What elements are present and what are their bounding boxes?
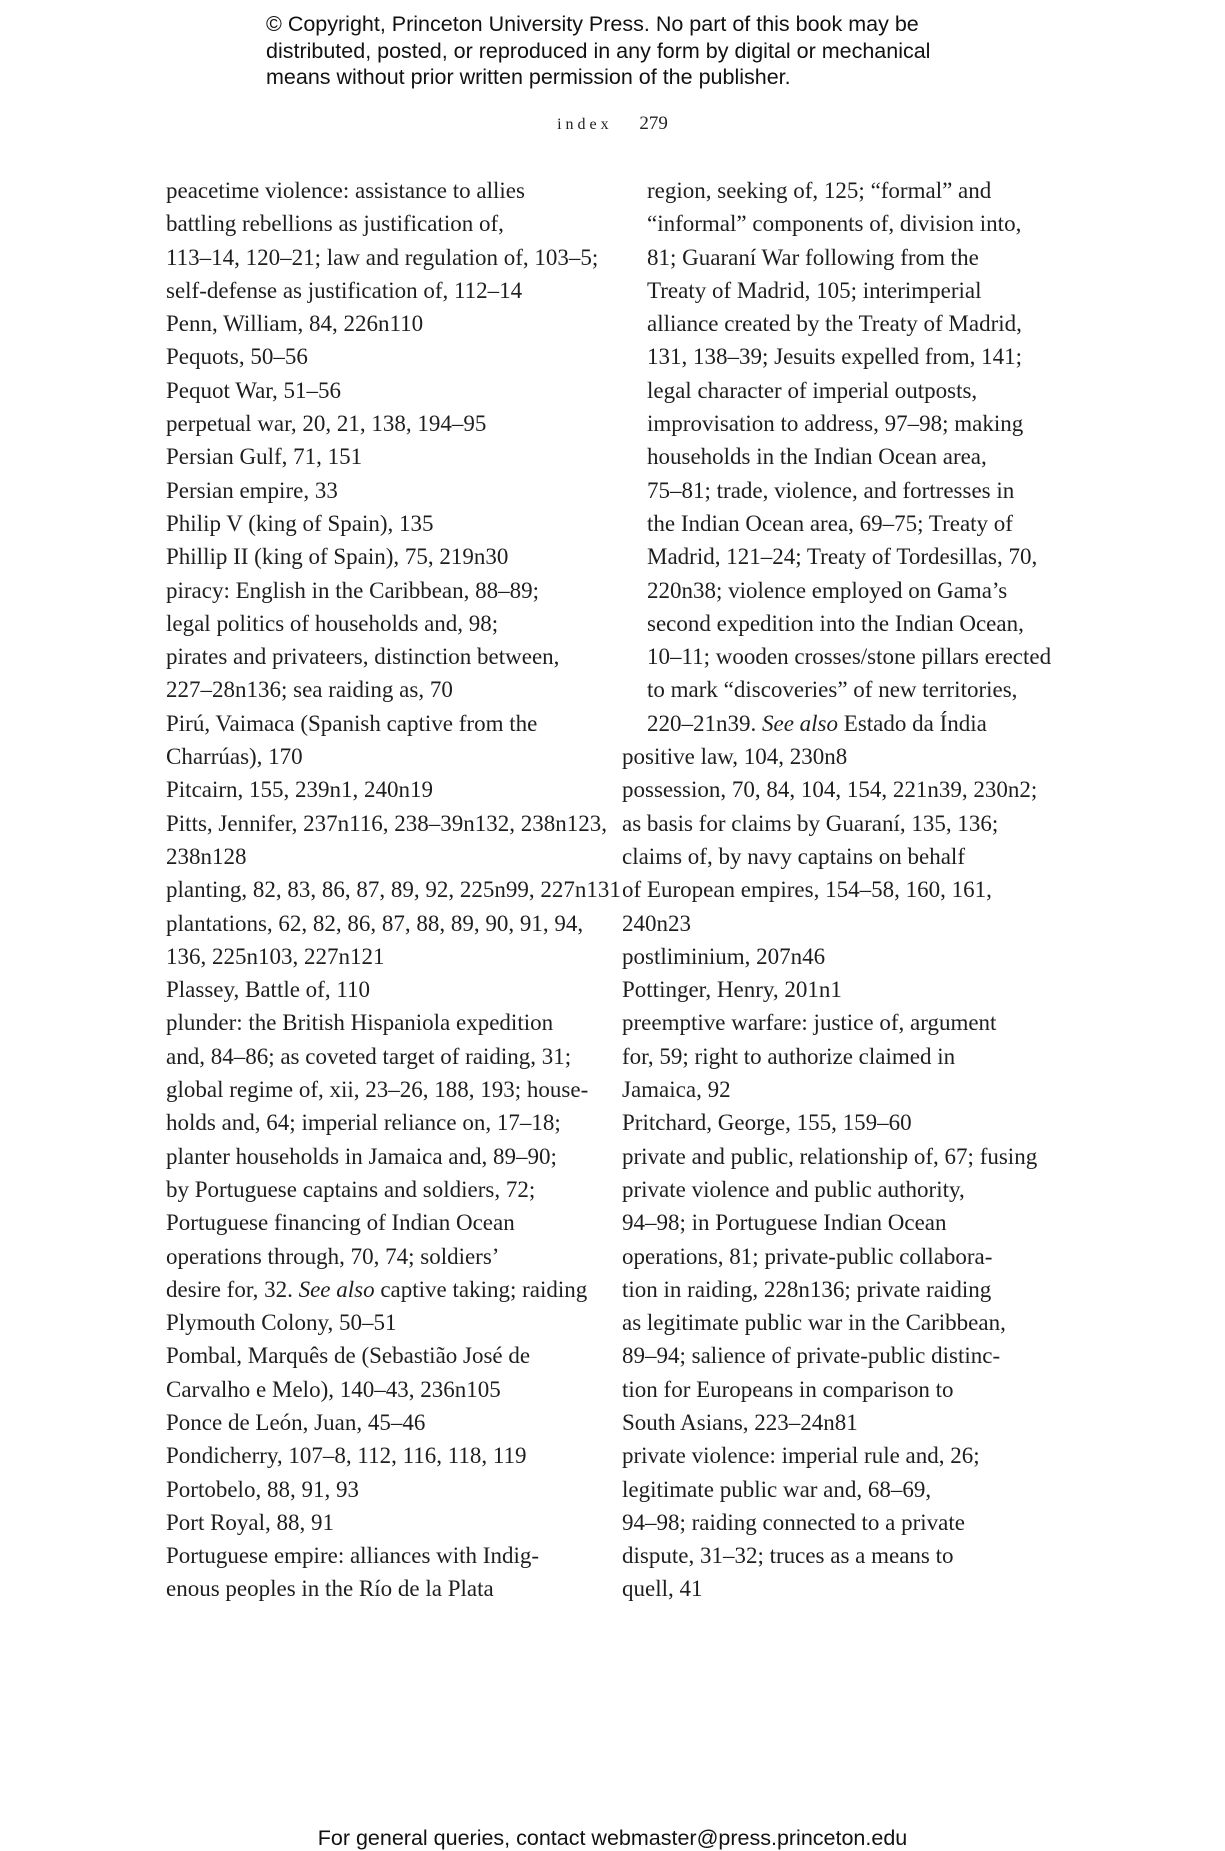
index-entry-line: Persian empire, 33 [166, 477, 338, 503]
index-entry-line: Plassey, Battle of, 110 [166, 977, 370, 1003]
index-entry-line: global regime of, xii, 23–26, 188, 193; house- [166, 1077, 589, 1103]
index-entry-line: the Indian Ocean area, 69–75; Treaty of [647, 510, 1013, 536]
index-entry-line: legal politics of households and, 98; [166, 610, 499, 636]
index-entry-line: alliance created by the Treaty of Madrid, [647, 311, 1022, 337]
index-entry-line: preemptive warfare: justice of, argument [622, 1010, 997, 1036]
index-entry [166, 474, 596, 507]
index-entry-line: 94–98; in Portuguese Indian Ocean [622, 1210, 947, 1236]
index-entry-line: by Portuguese captains and soldiers, 72; [166, 1176, 536, 1202]
index-entry [166, 973, 596, 1006]
index-entry-line: 89–94; salience of private-public distinc- [622, 1343, 1001, 1369]
index-entry [166, 1473, 596, 1506]
index-entry-line: private and public, relationship of, 67; fusing [622, 1143, 1038, 1169]
index-entry [166, 707, 596, 774]
index-entry [166, 574, 596, 707]
copyright-notice [266, 11, 1026, 91]
index-entry-line: Carvalho e Melo), 140–43, 236n105 [166, 1376, 501, 1402]
index-entry [166, 507, 596, 540]
index-entry-line: battling rebellions as justification of, [166, 211, 504, 237]
index-entry-line: Ponce de León, Juan, 45–46 [166, 1409, 426, 1435]
index-entry [166, 407, 596, 440]
index-entry-line: 81; Guaraní War following from the [647, 244, 979, 270]
index-entry-line: private violence: imperial rule and, 26; [622, 1443, 980, 1469]
index-entry-line: Penn, William, 84, 226n110 [166, 311, 424, 337]
index-entry [622, 973, 1062, 1006]
index-entry-line: operations through, 70, 74; soldiers’ [166, 1243, 500, 1269]
index-entry-line: 220n38; violence employed on Gama’s [647, 577, 1008, 603]
index-entry-line: Pequot War, 51–56 [166, 377, 342, 403]
index-entry-line: Portobelo, 88, 91, 93 [166, 1476, 359, 1502]
index-entry-line: Portuguese empire: alliances with Indig- [166, 1543, 540, 1569]
copyright-line: distributed, posted, or reproduced in any form by digital or mechanical [266, 38, 931, 63]
copyright-line: means without prior written permission of the publisher. [266, 65, 791, 89]
index-entry [166, 307, 596, 340]
index-entry-line: as basis for claims by Guaraní, 135, 136; [622, 810, 999, 836]
index-entry-line: Pitts, Jennifer, 237n116, 238–39n132, 238n123, [166, 810, 607, 836]
index-entry [166, 340, 596, 373]
index-entry-line: dispute, 31–32; truces as a means to [622, 1543, 954, 1569]
index-entry-line: tion for Europeans in comparison to [622, 1376, 954, 1402]
index-entry-line: piracy: English in the Caribbean, 88–89; [166, 577, 540, 603]
index-entry-line: of European empires, 154–58, 160, 161, [622, 877, 992, 903]
index-entry-line: 113–14, 120–21; law and regulation of, 103–5; [166, 244, 599, 270]
index-entry [622, 1006, 1062, 1106]
index-entry [166, 773, 596, 806]
see-also-label: See also [298, 1276, 375, 1302]
page-number: 279 [639, 113, 668, 134]
index-entry-line: plunder: the British Hispaniola expedition [166, 1010, 554, 1036]
index-entry-text: desire for, 32. [166, 1276, 299, 1302]
index-entry-line: Jamaica, 92 [622, 1077, 731, 1103]
index-entry-line: postliminium, 207n46 [622, 943, 826, 969]
index-entry-line: Pottinger, Henry, 201n1 [622, 977, 842, 1003]
index-entry-line: perpetual war, 20, 21, 138, 194–95 [166, 411, 487, 437]
index-entry-line: Port Royal, 88, 91 [166, 1509, 335, 1535]
running-head [0, 113, 1225, 135]
index-entry-line: plantations, 62, 82, 86, 87, 88, 89, 90, 91, 94, [166, 910, 584, 936]
index-entry-text: 220–21n39. [647, 710, 762, 736]
index-entry-line: Treaty of Madrid, 105; interimperial [647, 277, 982, 303]
index-entry-line [166, 1273, 596, 1306]
index-entry [166, 174, 599, 307]
index-entry-line: private violence and public authority, [622, 1176, 965, 1202]
index-entry-line: and, 84–86; as coveted target of raiding, 31; [166, 1043, 572, 1069]
index-column-right [622, 174, 1062, 1606]
index-entry-line: possession, 70, 84, 104, 154, 221n39, 230n2; [622, 777, 1038, 803]
index-entry-line: 240n23 [622, 910, 691, 936]
index-entry-line: to mark “discoveries” of new territories, [647, 677, 1018, 703]
index-entry-line: Persian Gulf, 71, 151 [166, 444, 363, 470]
index-entry [166, 540, 596, 573]
index-entry-line: quell, 41 [622, 1576, 703, 1602]
index-entry [622, 740, 1062, 773]
index-entry [622, 1106, 1062, 1139]
index-entry-line: Charrúas), 170 [166, 744, 303, 770]
index-entry-line: Portuguese financing of Indian Ocean [166, 1210, 515, 1236]
index-entry-line: Pirú, Vaimaca (Spanish captive from the [166, 710, 538, 736]
index-entry [622, 1439, 1062, 1605]
index-entry-line: legal character of imperial outposts, [647, 377, 978, 403]
running-head-label: index [557, 116, 613, 133]
index-entry-line: Plymouth Colony, 50–51 [166, 1310, 397, 1336]
index-entry-text: Estado da Índia [838, 710, 987, 736]
index-entry-line: households in the Indian Ocean area, [647, 444, 987, 470]
index-entry [166, 1406, 596, 1439]
index-entry-line: 238n128 [166, 843, 247, 869]
index-entry-line: Phillip II (king of Spain), 75, 219n30 [166, 544, 509, 570]
index-entry-line: self-defense as justification of, 112–14 [166, 277, 523, 303]
index-entry-line: 131, 138–39; Jesuits expelled from, 141; [647, 344, 1022, 370]
index-entry-line: 10–11; wooden crosses/stone pillars erected [647, 644, 1052, 670]
index-entry [622, 174, 1062, 740]
index-entry-line: planter households in Jamaica and, 89–90; [166, 1143, 557, 1169]
index-entry-line: “informal” components of, division into, [647, 211, 1022, 237]
index-entry-line: for, 59; right to authorize claimed in [622, 1043, 956, 1069]
index-entry-line: Pritchard, George, 155, 159–60 [622, 1110, 912, 1136]
index-entry-line: Pequots, 50–56 [166, 344, 308, 370]
index-entry [166, 1339, 596, 1406]
index-entry [166, 1306, 596, 1339]
index-entry-line: legitimate public war and, 68–69, [622, 1476, 932, 1502]
index-entry-line: as legitimate public war in the Caribbean, [622, 1310, 1006, 1336]
index-entry [166, 1439, 596, 1472]
index-entry-line: Philip V (king of Spain), 135 [166, 510, 434, 536]
index-entry [166, 807, 607, 874]
index-entry-line: 136, 225n103, 227n121 [166, 943, 385, 969]
index-entry [166, 1506, 596, 1539]
index-entry-line: Madrid, 121–24; Treaty of Tordesillas, 70, [647, 544, 1038, 570]
index-entry-line: holds and, 64; imperial reliance on, 17–18; [166, 1110, 561, 1136]
index-entry-line: Pondicherry, 107–8, 112, 116, 118, 119 [166, 1443, 527, 1469]
index-entry-line: 75–81; trade, violence, and fortresses in [647, 477, 1015, 503]
index-entry-line: operations, 81; private-public collabora- [622, 1243, 993, 1269]
index-entry-line: second expedition into the Indian Ocean, [647, 610, 1024, 636]
index-entry-line: enous peoples in the Río de la Plata [166, 1576, 494, 1602]
index-entry-line: pirates and privateers, distinction between, [166, 644, 560, 670]
index-entry-line: 94–98; raiding connected to a private [622, 1509, 965, 1535]
index-entry [622, 940, 1062, 973]
index-entry-line [647, 707, 1062, 740]
index-entry-line: 227–28n136; sea raiding as, 70 [166, 677, 453, 703]
index-entry [166, 1006, 596, 1306]
index-entry [622, 1140, 1062, 1440]
index-entry [166, 374, 596, 407]
index-entry-line: improvisation to address, 97–98; making [647, 411, 1024, 437]
index-entry-line: positive law, 104, 230n8 [622, 744, 848, 770]
index-entry [166, 1539, 596, 1606]
index-entry-line: Pombal, Marquês de (Sebastião José de [166, 1343, 531, 1369]
footer-contact: For general queries, contact webmaster@press.princeton.edu [317, 1826, 908, 1850]
index-entry-line: Pitcairn, 155, 239n1, 240n19 [166, 777, 434, 803]
index-entry-line: South Asians, 223–24n81 [622, 1409, 858, 1435]
index-entry-text: captive taking; raiding [374, 1276, 588, 1302]
index-entry-line: planting, 82, 83, 86, 87, 89, 92, 225n99, 227n131 [166, 877, 621, 903]
index-entry-line: claims of, by navy captains on behalf [622, 843, 965, 869]
index-entry-line: region, seeking of, 125; “formal” and [647, 178, 992, 203]
copyright-line: © Copyright, Princeton University Press. No part of this book may be [266, 12, 919, 36]
index-entry [166, 907, 596, 974]
index-column-left [166, 174, 621, 1606]
index-entry-line: peacetime violence: assistance to allies [166, 178, 525, 203]
index-entry [166, 873, 621, 906]
index-entry [166, 440, 596, 473]
index-entry-line: tion in raiding, 228n136; private raiding [622, 1276, 992, 1302]
see-also-label: See also [762, 710, 839, 736]
index-entry [622, 773, 1062, 939]
